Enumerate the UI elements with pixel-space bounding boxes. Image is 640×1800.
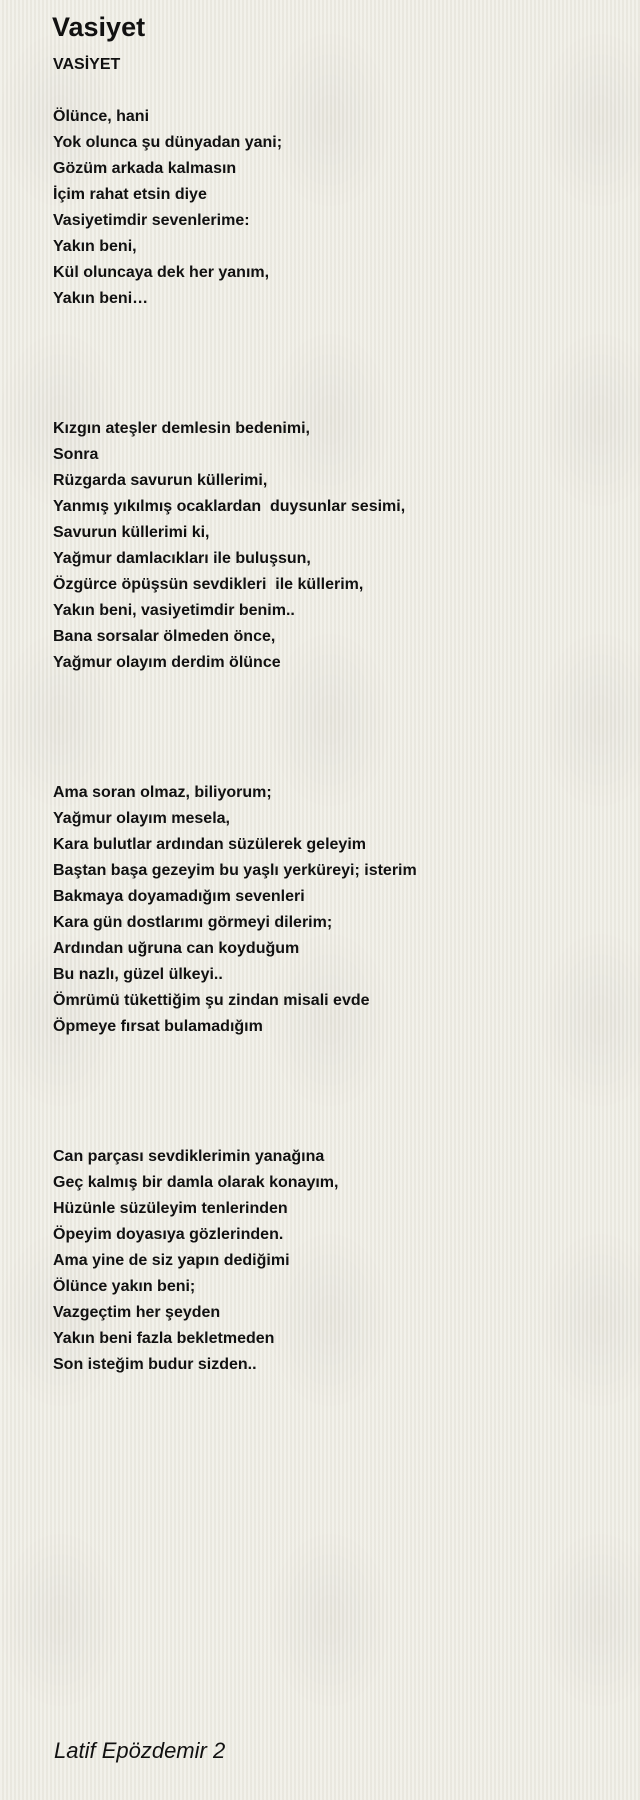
poem-author: Latif Epözdemir 2 xyxy=(54,1738,226,1763)
poem-body: VASİYET Ölünce, hani Yok olunca şu dünyadan yani; Gözüm arkada kalmasın İçim rahat etsin diye Vasiyetimdir sevenlerime: Yakın beni, Kül oluncaya dek her yanım, Yakın beni… Kızgın ateşler demlesin bedenimi, Sonra Rüzgarda savurun küllerimi, Yanmış yıkılmış ocaklardan duysunlar sesimi, Savurun küllerimi ki, Yağmur damlacıkları ile buluşsun, Özgürce öpüşsün sevdikleri ile küllerim, Yakın beni, vasiyetimdir benim.. Bana sorsalar ölmeden önce, Yağmur olayım derdim ölünce Ama soran olmaz, biliyorum; Yağmur olayım mesela, Kara bulutlar ardından süzülerek geleyim Baştan başa gezeyim bu yaşlı yerküreyi; isterim Bakmaya doyamadığım sevenleri Kara gün dostlarımı görmeyi dilerim; Ardından uğruna can koyduğum Bu nazlı, güzel ülkeyi.. Ömrümü tükettiğim şu zindan misali evde Öpmeye fırsat bulamadığım Can parçası sevdiklerimin yanağına Geç kalmış bir damla olarak konayım, Hüzünle süzüleyim tenlerinden Öpeyim doyasıya gözlerinden. Ama yine de siz yapın dediğimi Ölünce yakın beni; Vazgeçtim her şeyden Yakın beni fazla bekletmeden Son isteğim budur sizden.. xyxy=(53,56,417,1373)
poem-title: Vasiyet xyxy=(52,12,146,42)
